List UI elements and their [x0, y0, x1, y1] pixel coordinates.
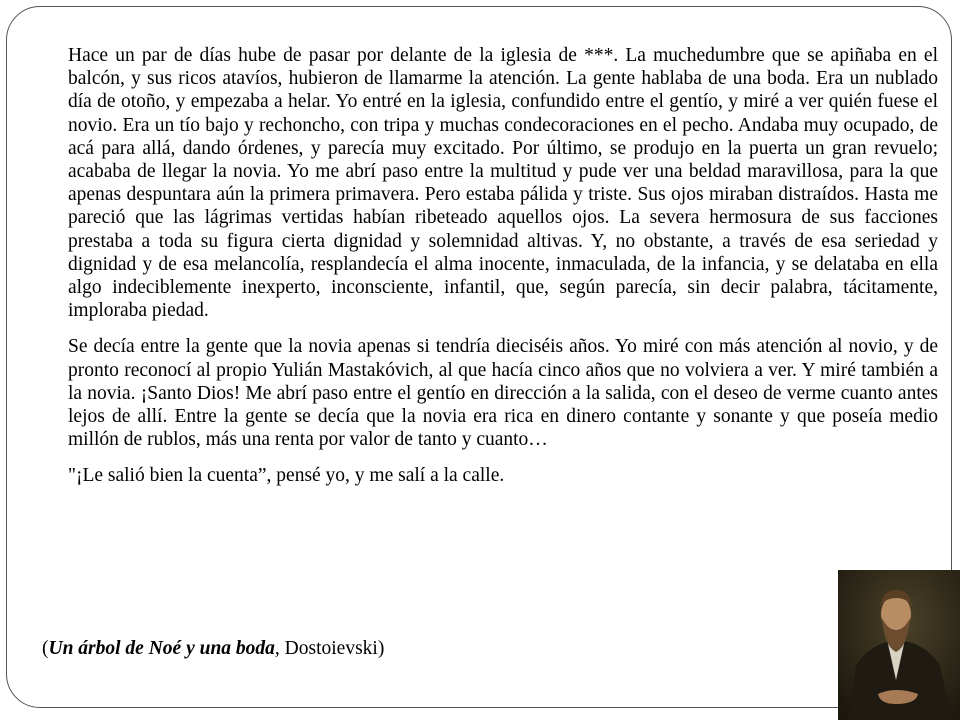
- citation-book-title: Un árbol de Noé y una boda: [48, 638, 275, 659]
- citation-open: (: [42, 638, 49, 659]
- paragraph-2: Se decía entre la gente que la novia apenas si tendría dieciséis años. Yo miré con más atención al novio, y de pronto reconocí al propio Yulián Mastakóvich, al que hacía cinco años que no volviera a ver. Y miré también a la novia. ¡Santo Dios! Me abrí paso entre el gentío en dirección a la salida, con el deseo de verme cuanto antes lejos de allí. Entre la gente se decía que la novia era rica en dinero contante y sonante y que poseía medio millón de rublos, más una renta por valor de tanto y cuanto…: [68, 336, 938, 451]
- citation: [42, 637, 384, 660]
- text-block: [68, 44, 938, 488]
- closing-quote: "¡Le salió bien la cuenta”, pensé yo, y me salí a la calle.: [68, 465, 505, 487]
- citation-author: , Dostoievski): [274, 638, 385, 659]
- author-portrait-icon: [838, 570, 960, 720]
- paragraph-1: Hace un par de días hube de pasar por delante de la iglesia de ***. La muchedumbre que se apiñaba en el balcón, y sus ricos atavíos, hubieron de llamarme la atención. La gente hablaba de una boda. Era un nublado día de otoño, y empezaba a helar. Yo entré en la iglesia, confundido entre el gentío, y miré a ver quién fuese el novio. Era un tío bajo y rechoncho, con tripa y muchas condecoraciones en el pecho. Andaba muy ocupado, de acá para allá, dando órdenes, y parecía muy excitado. Por último, se produjo en la puerta un gran revuelo; acababa de llegar la novia. Yo me abrí paso entre la multitud y pude ver una beldad maravillosa, para la que apenas despuntara aún la primera primavera. Pero estaba pálida y triste. Sus ojos miraban distraídos. Hasta me pareció que las lágrimas vertidas habían ribeteado aquellos ojos. La severa hermosura de sus facciones prestaba a toda su figura cierta dignidad y solemnidad altivas. Y, no obstante, a través de esa seriedad y dignidad y de esa melancolía, resplandecía el alma inocente, inmaculada, de la infancia, y se delataba en ella algo indeciblemente inexperto, inconsciente, infantil, que, según parecía, sin decir palabra, tácitamente, imploraba piedad.: [68, 45, 938, 322]
